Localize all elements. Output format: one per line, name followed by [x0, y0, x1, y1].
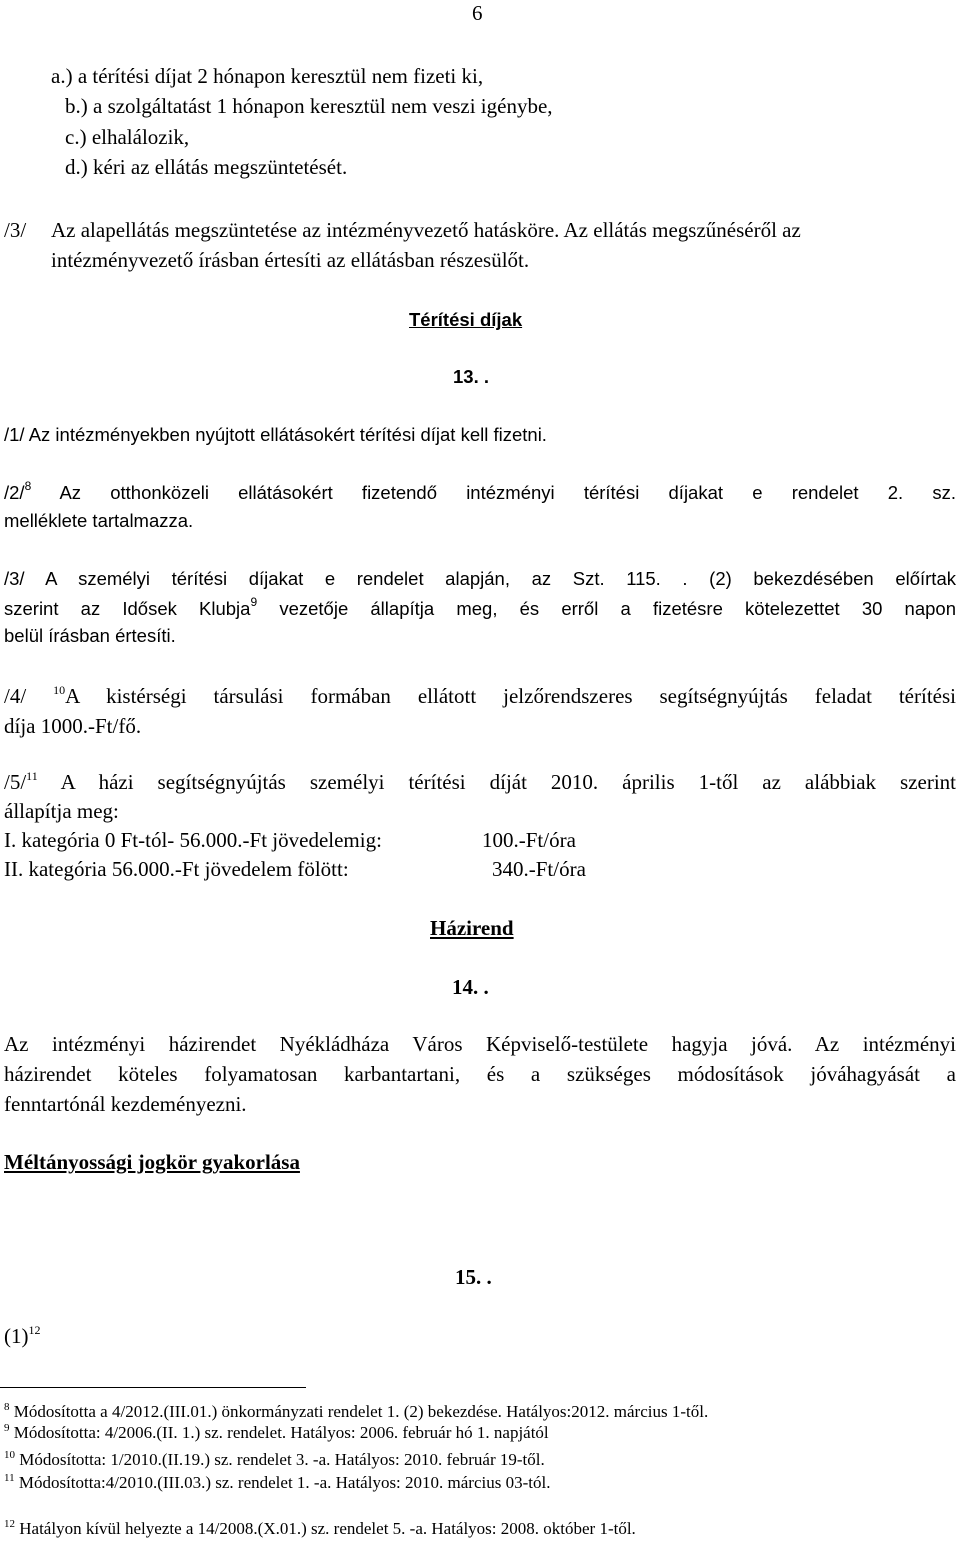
- fees-paragraph-3-line-2-a: szerint az Idősek Klubja: [4, 598, 251, 619]
- fees-paragraph-3-line-2: [4, 595, 957, 620]
- footnote-8: [4, 1402, 708, 1422]
- fees-paragraph-4-line-1: [4, 684, 956, 709]
- fees-paragraph-4-text: A kistérségi társulási formában ellátott jelzőrendszeres segítségnyújtás feladat térítési: [65, 684, 956, 708]
- footnote-12: [4, 1519, 636, 1539]
- section-number-14: 14. .: [452, 975, 489, 999]
- footnote-ref-8: 8: [24, 479, 32, 493]
- page-number: 6: [472, 1, 483, 25]
- fees-paragraph-4-line-2: díja 1000.-Ft/fő.: [4, 714, 142, 738]
- fees-paragraph-3-line-1: /3/ A személyi térítési díjakat e rendelet alapján, az Szt. 115. . (2) bekezdésében előírtak: [4, 568, 956, 589]
- fees-paragraph-5-text: A házi segítségnyújtás személyi térítési díját 2010. április 1-től az alábbiak szerint: [60, 770, 957, 794]
- list-item-c: c.) elhalálozik,: [65, 125, 190, 149]
- fees-paragraph-4-label: /4/: [4, 684, 27, 708]
- footnote-12-ref: 12: [4, 1518, 15, 1530]
- footnote-9: [4, 1423, 549, 1443]
- paragraph-3-line-2: intézményvezető írásban értesíti az ellátásban részesülőt.: [51, 248, 530, 272]
- category-2-value: 340.-Ft/óra: [492, 857, 586, 881]
- footnote-11: [4, 1473, 550, 1493]
- fees-paragraph-3-line-3: belül írásban értesíti.: [4, 625, 176, 646]
- paragraph-15-1: [4, 1324, 41, 1349]
- section-title-house-rules: Házirend: [430, 916, 514, 940]
- house-rules-line-3: fenntartónál kezdeményezni.: [4, 1092, 247, 1116]
- footnote-8-text: Módosította a 4/2012.(III.01.) önkormányzati rendelet 1. (2) bekezdése. Hatályos:2012. március 1-től.: [13, 1402, 709, 1421]
- fees-paragraph-5-label: /5/: [4, 770, 27, 794]
- category-2-label: II. kategória 56.000.-Ft jövedelem fölött:: [4, 857, 349, 881]
- footnote-8-ref: 8: [4, 1401, 10, 1413]
- footnote-9-ref: 9: [4, 1422, 10, 1434]
- section-title-fees: Térítési díjak: [409, 309, 523, 330]
- paragraph-3-label: /3/: [4, 218, 27, 242]
- footnote-11-ref: 11: [4, 1472, 15, 1484]
- section-number-15: 15. .: [455, 1265, 492, 1289]
- paragraph-3-line-1: Az alapellátás megszüntetése az intézményvezető hatásköre. Az ellátás megszűnéséről az: [51, 218, 801, 242]
- footnote-12-text: Hatályon kívül helyezte a 14/2008.(X.01.) sz. rendelet 5. -a. Hatályos: 2008. október 1-től.: [19, 1519, 636, 1538]
- section-title-equity: Méltányossági jogkör gyakorlása: [4, 1150, 300, 1174]
- footnote-ref-11: 11: [26, 769, 38, 783]
- fees-paragraph-5-line-2: állapítja meg:: [4, 799, 119, 823]
- house-rules-line-1: Az intézményi házirendet Nyékládháza Város Képviselő-testülete hagyja jóvá. Az intézményi: [4, 1032, 956, 1056]
- footnote-10-text: Módosította: 1/2010.(II.19.) sz. rendelet 3. -a. Hatályos: 2010. február 19-től.: [19, 1450, 545, 1469]
- footnote-11-text: Módosította:4/2010.(III.03.) sz. rendelet 1. -a. Hatályos: 2010. március 03-tól.: [18, 1473, 551, 1492]
- paragraph-15-1-label: (1): [4, 1324, 29, 1348]
- footnote-10-ref: 10: [4, 1449, 15, 1461]
- footnote-9-text: Módosította: 4/2006.(II. 1.) sz. rendelet. Hatályos: 2006. február hó 1. napjától: [13, 1423, 549, 1442]
- fees-paragraph-1: /1/ Az intézményekben nyújtott ellátásokért térítési díjat kell fizetni.: [4, 424, 547, 445]
- fees-paragraph-2-line-2: melléklete tartalmazza.: [4, 510, 194, 531]
- fees-paragraph-2-label: /2/: [4, 482, 25, 503]
- house-rules-line-2: házirendet köteles folyamatosan karbantartani, és a szükséges módosítások jóváhagyását a: [4, 1062, 956, 1086]
- footnote-separator: [0, 1387, 306, 1388]
- footnote-ref-9: 9: [250, 595, 258, 609]
- footnote-ref-10: 10: [53, 683, 66, 697]
- section-number-13: 13. .: [453, 366, 489, 387]
- list-item-d: d.) kéri az ellátás megszüntetését.: [65, 155, 348, 179]
- fees-paragraph-2-text: Az otthonközeli ellátásokért fizetendő intézményi térítési díjakat e rendelet 2. sz.: [59, 482, 956, 503]
- footnote-10: [4, 1450, 545, 1470]
- category-1-label: I. kategória 0 Ft-tól- 56.000.-Ft jövedelemig:: [4, 828, 382, 852]
- category-1-value: 100.-Ft/óra: [482, 828, 576, 852]
- list-item-b: b.) a szolgáltatást 1 hónapon keresztül nem veszi igénybe,: [65, 94, 553, 118]
- footnote-ref-12: 12: [28, 1323, 41, 1337]
- fees-paragraph-2-line-1: [4, 479, 956, 504]
- fees-paragraph-3-line-2-b: vezetője állapítja meg, és erről a fizetésre kötelezettet 30 napon: [279, 598, 957, 619]
- fees-paragraph-5-line-1: [4, 770, 956, 795]
- list-item-a: a.) a térítési díjat 2 hónapon keresztül nem fizeti ki,: [51, 64, 484, 88]
